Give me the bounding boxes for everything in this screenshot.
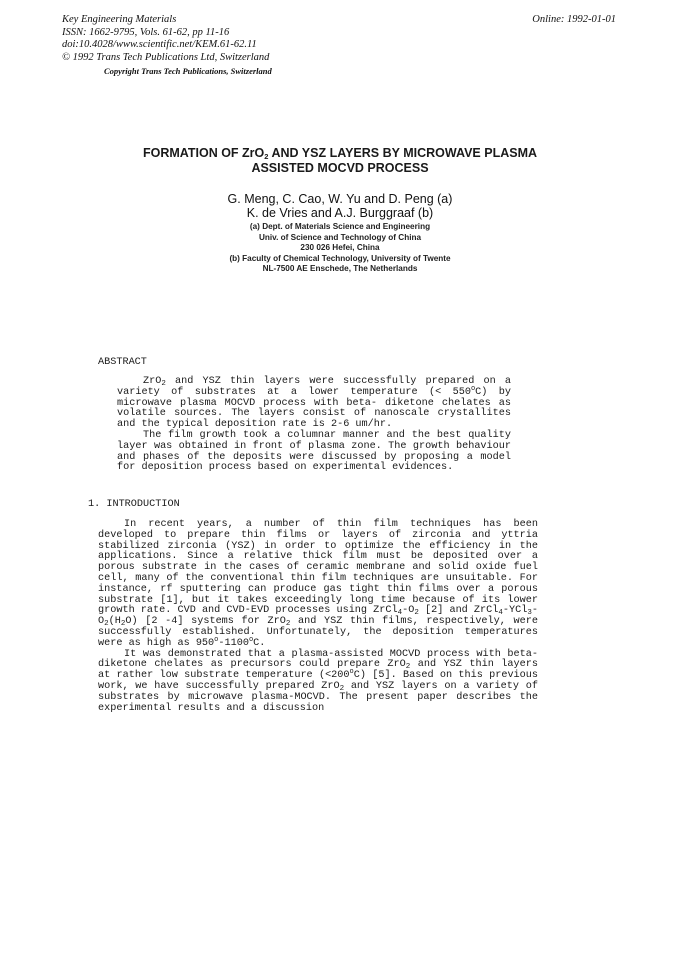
section-heading-introduction: 1. INTRODUCTION (88, 499, 180, 510)
authors-line-2: K. de Vries and A.J. Burggraaf (b) (246, 206, 434, 220)
affiliation-line: 230 026 Hefei, China (300, 243, 380, 253)
paper-title (90, 146, 590, 176)
doi-line[interactable]: doi:10.4028/www.scientific.net/KEM.61-62.11 (62, 39, 257, 50)
body-paragraph: It was demonstrated that a plasma-assisted MOCVD process with beta-diketone chelates as precursors could prepare ZrO$_2$ and YSZ thin layers at rather low substrate temperature $(<200^oC)$ [5]. Based on this previous work, we have successfully prepared ZrO$_2$ and YSZ layers on a variety of substrates by microwave plasma-MOCVD. The present paper describes the experimental results and a discussion (98, 648, 539, 714)
affiliations (150, 222, 530, 275)
abstract-body (117, 377, 511, 474)
authors-line-1: G. Meng, C. Cao, W. Yu and D. Peng (a) (227, 192, 453, 206)
introduction-body (98, 520, 538, 714)
abstract-heading: ABSTRACT (98, 357, 147, 368)
affiliation-line: NL-7500 AE Enschede, The Netherlands (262, 264, 418, 274)
journal-name: Key Engineering Materials (62, 14, 177, 25)
title-line-1: FORMATION OF ZrO$_2$ AND YSZ LAYERS BY MICROWAVE PLASMA (142, 146, 538, 161)
online-date: Online: 1992-01-01 (532, 14, 616, 25)
abstract-paragraph: ZrO$_2$ and YSZ thin layers were successfully prepared on a variety of substrates at a lower temperature (< $550^oC$) by microwave plasma MOCVD process with beta- diketone chelates as volatile sources. The layers consist of nanoscale crystallites and the typical deposition rate is 2-6 um/hr. (117, 376, 511, 431)
title-line-2: ASSISTED MOCVD PROCESS (251, 161, 429, 175)
publication-info (62, 14, 362, 64)
author-list (150, 192, 530, 220)
affiliation-line: (a) Dept. of Materials Science and Engineering (249, 222, 431, 231)
affiliation-line: (b) Faculty of Chemical Technology, University of Twente (229, 253, 451, 263)
copyright-line: © 1992 Trans Tech Publications Ltd, Switzerland (62, 51, 270, 63)
abstract-paragraph: The film growth took a columnar manner and the best quality layer was obtained in front of plasma zone. The growth behaviour and phases of the deposits were discussed by proposing a model for deposition process based on experimental evidences. (117, 429, 511, 474)
issn-line: ISSN: 1662-9795, Vols. 61-62, pp 11-16 (62, 26, 230, 38)
affiliation-line: Univ. of Science and Technology of China (258, 232, 422, 242)
body-paragraph: In recent years, a number of thin film techniques has been developed to prepare thin films or layers of zirconia and yttria stabilized zirconia (YSZ) in order to optimize the efficiency in the applications. Since a relative thick film must be deposited over a porous substrate in the cases of ceramic membrane and solid oxide fuel cell, many of the conventional thin film techniques are unsuitable. For instance, rf sputtering can produce gas tight thin films over a porous substrate [1], but it takes exceedingly long time because of its lower growth rate. CVD and CVD-EVD processes using $ZrCl_4-O_2$ [2] and $ZrCl_4-YCl_3-O_2(H_2O)$ [2 -4] systems for ZrO$_2$ and YSZ thin films, respectively, were successfully established. Unfortunately, the deposition temperatures were as high as 950$^o$-1100$^o$C. (98, 519, 538, 649)
copyright-notice: Copyright Trans Tech Publications, Switzerland (104, 66, 272, 76)
